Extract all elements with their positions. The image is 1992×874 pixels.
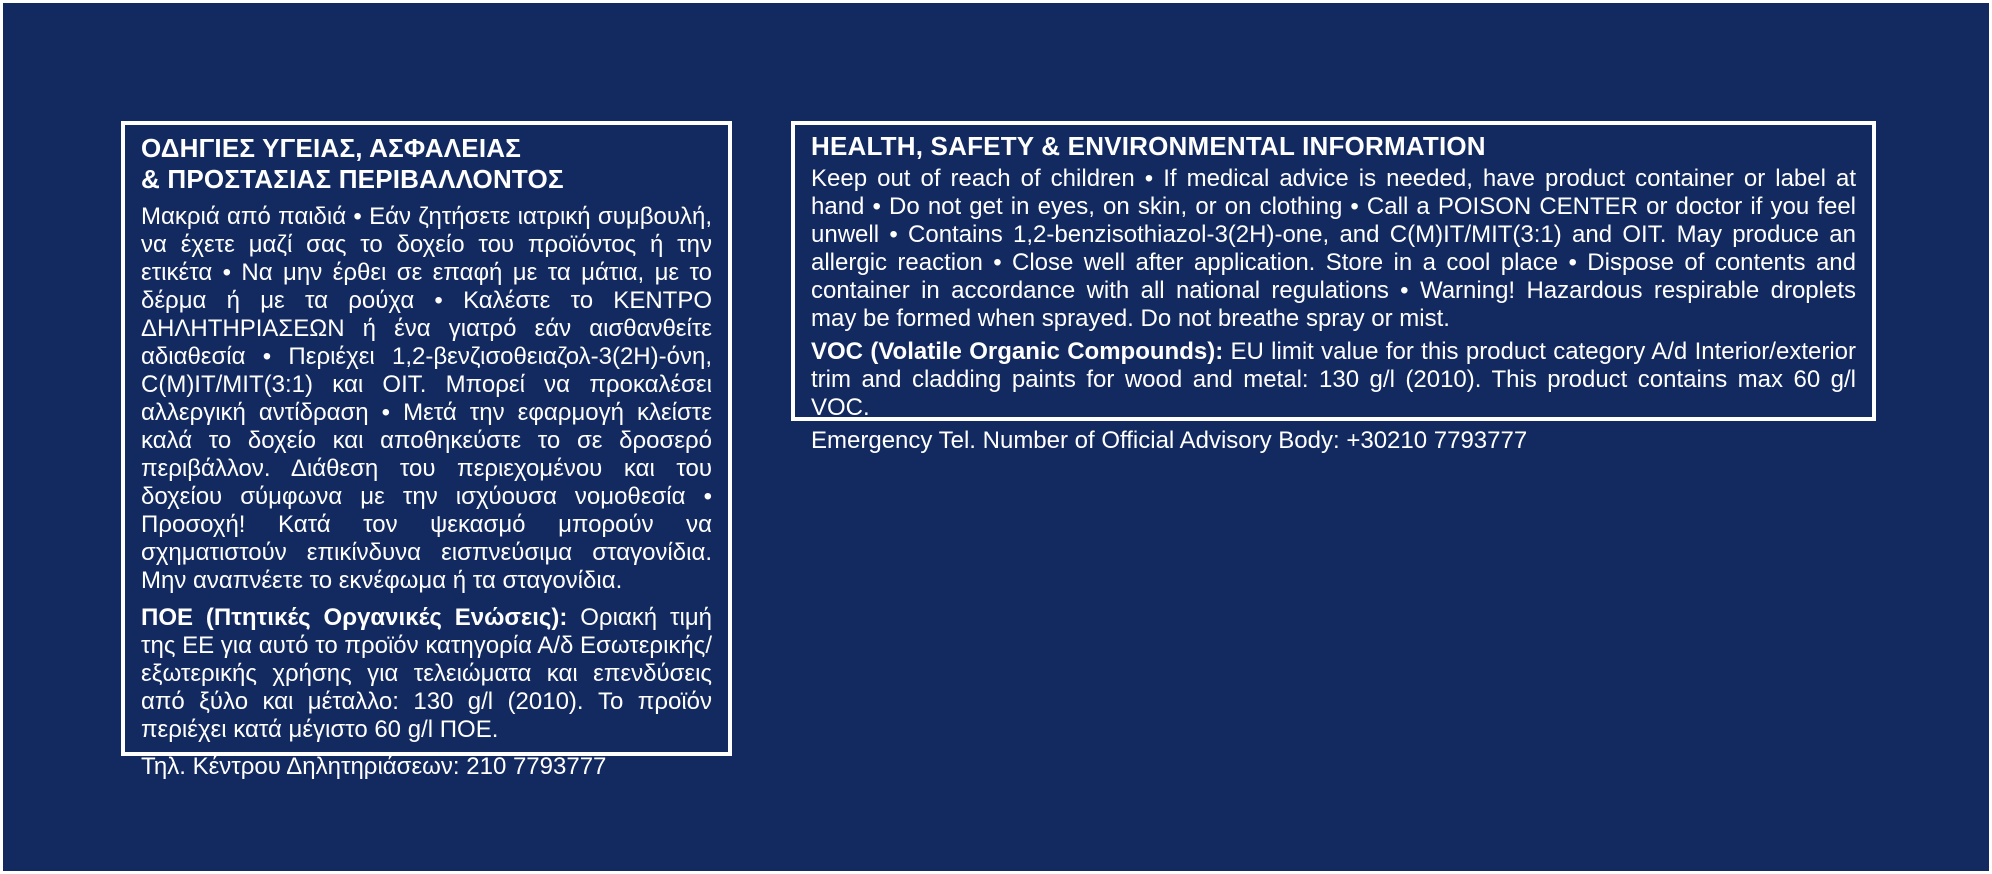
greek-panel-title-line1: ΟΔΗΓΙΕΣ ΥΓΕΙΑΣ, ΑΣΦΑΛΕΙΑΣ	[141, 133, 522, 163]
greek-safety-panel	[121, 121, 732, 780]
english-voc-text: EU limit value for this product category A/d Interior/exterior trim and cladding paints for wood and metal: 130 g/l (2010). This product contains max 60 g/l VOC.	[811, 338, 1856, 421]
greek-voc-text: Οριακή τιμή της ΕΕ για αυτό το προϊόν κατηγορία Α/δ Εσωτερικής/εξωτερικής χρήσης για τελειώματα και επενδύσεις από ξύλο και μέταλλο: 130 g/l (2010). Το προϊόν περιέχει κατά μέγιστο 60 g/l ΠΟΕ.	[141, 604, 713, 743]
greek-panel-title	[141, 133, 712, 195]
greek-voc-paragraph	[141, 604, 712, 744]
english-safety-panel	[791, 121, 1876, 454]
english-voc-lead: VOC (Volatile Organic Compounds):	[811, 338, 1224, 365]
english-emergency-phone: Emergency Tel. Number of Official Advisory Body: +30210 7793777	[811, 427, 1528, 454]
english-safety-paragraph: Keep out of reach of children • If medical advice is needed, have product container or label at hand • Do not get in eyes, on skin, or on clothing • Call a POISON CENTER or doctor if you feel unwell • Contains 1,2-benzisothiazol-3(2H)-one, and C(M)IT/MIT(3:1) and OIT. May produce an allergic reaction • Close well after application. Store in a cool place • Dispose of contents and container in accordance with all national regulations • Warning! Hazardous respirable droplets may be formed when sprayed. Do not breathe spray or mist.	[811, 165, 1856, 332]
greek-safety-paragraph: Μακριά από παιδιά • Εάν ζητήσετε ιατρική συμβουλή, να έχετε μαζί σας το δοχείο του προϊόντος ή την ετικέτα • Να μην έρθει σε επαφή με τα μάτια, με το δέρμα ή με τα ρούχα • Καλέστε το ΚΕΝΤΡΟ ΔΗΛΗΤΗΡΙΑΣΕΩΝ ή ένα γιατρό εάν αισθανθείτε αδιαθεσία • Περιέχει 1,2-βενζισοθειαζολ-3(2H)-όνη, C(M)IT/MIT(3:1) και OIT. Μπορεί να προκαλέσει αλλεργική αντίδραση • Μετά την εφαρμογή κλείστε καλά το δοχείο και αποθηκεύστε το σε δροσερό περιβάλλον. Διάθεση του περιεχομένου και του δοχείου σύμφωνα με την ισχύουσα νομοθεσία • Προσοχή! Κατά τον ψεκασμό μπορούν να σχηματιστούν επικίνδυνα εισπνεύσιμα σταγονίδια. Μην αναπνέετε το εκνέφωμα ή τα σταγονίδια.	[141, 203, 712, 594]
greek-panel-title-line2: & ΠΡΟΣΤΑΣΙΑΣ ΠΕΡΙΒΑΛΛΟΝΤΟΣ	[141, 164, 564, 194]
greek-poison-center-phone: Τηλ. Κέντρου Δηλητηριάσεων: 210 7793777	[141, 753, 607, 780]
english-panel-title: HEALTH, SAFETY & ENVIRONMENTAL INFORMATION	[811, 131, 1486, 161]
english-voc-paragraph	[811, 338, 1856, 422]
greek-voc-lead: ΠΟΕ (Πτητικές Οργανικές Ενώσεις):	[141, 604, 568, 631]
